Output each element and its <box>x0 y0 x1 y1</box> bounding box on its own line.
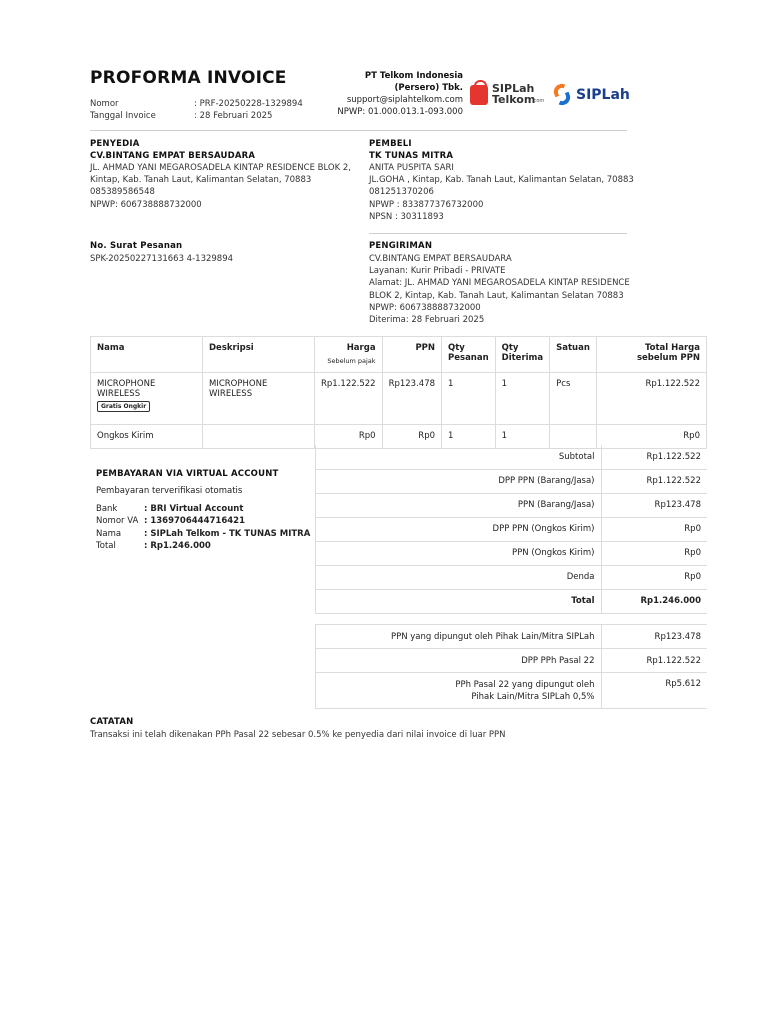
tax-label: PPN yang dipungut oleh Pihak Lain/Mitra SIPLah <box>316 625 602 649</box>
col-harga-label: Harga <box>346 343 376 353</box>
issuer-email: support@siplahtelkom.com <box>346 95 463 105</box>
siplah-logo <box>551 83 631 107</box>
penyedia-heading: PENYEDIA <box>90 139 140 149</box>
va-label: Nomor VA <box>96 516 139 527</box>
payment-block <box>96 469 311 552</box>
pengiriman-heading: PENGIRIMAN <box>369 241 433 251</box>
tax-label: PPh Pasal 22 yang dipungut oleh Pihak Lain/Mitra SIPLah 0,5% <box>316 673 602 709</box>
row2-qty-diterima: 1 <box>495 425 550 449</box>
payment-note: Pembayaran terverifikasi otomatis <box>96 486 243 496</box>
summary-value: Rp1.122.522 <box>601 445 707 469</box>
payment-bank-row <box>96 503 311 515</box>
va-number: : 1369706444716421 <box>144 516 245 527</box>
tanggal-label: Tanggal Invoice <box>90 111 156 121</box>
row1-total: Rp1.122.522 <box>596 373 706 425</box>
pembeli-heading: PEMBELI <box>369 139 412 149</box>
tanggal-value: : 28 Februari 2025 <box>194 111 273 121</box>
summary-label: Denda <box>316 565 602 589</box>
col-harga-sub: Sebelum pajak <box>327 357 376 365</box>
divider-mid <box>369 233 627 234</box>
va-total-value: : Rp1.246.000 <box>144 540 211 551</box>
penyedia-address1: JL. AHMAD YANI MEGAROSADELA KINTAP RESIDENCE BLOK 2, <box>90 163 352 173</box>
row1-nama-cell <box>91 373 203 425</box>
summary-value: Rp0 <box>601 565 707 589</box>
tax-row <box>316 649 708 673</box>
summary-row <box>316 445 708 469</box>
row2-total: Rp0 <box>596 425 706 449</box>
items-header-row <box>91 337 707 373</box>
col-ppn: PPN <box>382 337 441 373</box>
penyedia-address2: Kintap, Kab. Tanah Laut, Kalimantan Selatan, 70883 <box>90 175 312 186</box>
penyedia-phone: 085389586548 <box>90 187 155 198</box>
summary-label: DPP PPN (Barang/Jasa) <box>316 469 602 493</box>
logo2-text: SIPLah <box>576 87 630 103</box>
row1-ppn: Rp123.478 <box>382 373 441 425</box>
summary-row <box>316 565 708 589</box>
penyedia-block <box>90 139 360 211</box>
siplah-telkom-logo <box>470 83 548 109</box>
penyedia-name: CV.BINTANG EMPAT BERSAUDARA <box>90 151 256 161</box>
row1-qty-pesanan: 1 <box>442 373 496 425</box>
bank-value: : BRI Virtual Account <box>144 504 244 515</box>
summary-row <box>316 517 708 541</box>
va-nama-value: : SIPLah Telkom - TK TUNAS MITRA <box>144 528 311 539</box>
row1-qty-diterima: 1 <box>495 373 550 425</box>
pembeli-address: JL.GOHA , Kintap, Kab. Tanah Laut, Kalimantan Selatan, 70883 <box>369 175 634 186</box>
summary-value: Rp0 <box>601 517 707 541</box>
row1-harga: Rp1.122.522 <box>315 373 383 425</box>
pembeli-npwp: NPWP : 833877376732000 <box>369 199 484 210</box>
row2-ppn: Rp0 <box>382 425 441 449</box>
row2-nama: Ongkos Kirim <box>91 425 203 449</box>
summary-total-value: Rp1.246.000 <box>601 589 707 613</box>
tax-summary-table <box>315 624 707 709</box>
siplah-s-icon <box>551 84 573 106</box>
pengiriman-layanan: Layanan: Kurir Pribadi - PRIVATE <box>369 266 506 277</box>
tax-row <box>316 625 708 649</box>
surat-pesanan-block <box>90 241 350 265</box>
summary-total-row <box>316 589 708 613</box>
pengiriman-alamat2: BLOK 2, Kintap, Kab. Tanah Laut, Kalimantan Selatan 70883 <box>369 290 624 301</box>
payment-heading: PEMBAYARAN VIA VIRTUAL ACCOUNT <box>96 469 279 479</box>
table-row <box>91 373 707 425</box>
va-nama-label: Nama <box>96 528 122 539</box>
col-harga <box>315 337 383 373</box>
pembeli-name: TK TUNAS MITRA <box>369 151 454 161</box>
summary-label: DPP PPN (Ongkos Kirim) <box>316 517 602 541</box>
issuer-block <box>243 70 463 118</box>
divider-top <box>90 130 627 131</box>
payment-total-row <box>96 540 311 552</box>
pengiriman-diterima: Diterima: 28 Februari 2025 <box>369 315 485 326</box>
pengiriman-name: CV.BINTANG EMPAT BERSAUDARA <box>369 254 512 264</box>
col-deskripsi: Deskripsi <box>203 337 315 373</box>
row2-harga: Rp0 <box>315 425 383 449</box>
issuer-name-line2: (Persero) Tbk. <box>394 83 463 93</box>
pembeli-phone: 081251370206 <box>369 187 434 198</box>
pengiriman-npwp: NPWP: 606738888732000 <box>369 302 481 313</box>
summary-table <box>315 445 707 614</box>
items-table <box>90 336 707 449</box>
summary-label: PPN (Barang/Jasa) <box>316 493 602 517</box>
row1-deskripsi: MICROPHONE WIRELESS <box>203 373 315 425</box>
surat-pesanan-heading: No. Surat Pesanan <box>90 241 183 251</box>
logo1-line2: Telkom <box>492 93 536 106</box>
pengiriman-block <box>369 241 639 326</box>
pengiriman-alamat1: Alamat: JL. AHMAD YANI MEGAROSADELA KINTAP RESIDENCE <box>369 278 630 289</box>
summary-value: Rp0 <box>601 541 707 565</box>
summary-label: PPN (Ongkos Kirim) <box>316 541 602 565</box>
catatan-text: Transaksi ini telah dikenakan PPh Pasal 22 sebesar 0.5% ke penyedia dari nilai invoice di luar PPN <box>90 730 506 740</box>
gratis-ongkir-badge: Gratis Ongkir <box>97 401 150 412</box>
summary-row <box>316 493 708 517</box>
catatan-heading: CATATAN <box>90 717 134 727</box>
summary-total-label: Total <box>316 589 602 613</box>
payment-va-row <box>96 515 311 527</box>
col-qty-pesanan: Qty Pesanan <box>442 337 496 373</box>
tax-row <box>316 673 708 709</box>
invoice-title: PROFORMA INVOICE <box>90 68 287 88</box>
pembeli-contact: ANITA PUSPITA SARI <box>369 163 454 173</box>
summary-row <box>316 469 708 493</box>
row2-qty-pesanan: 1 <box>442 425 496 449</box>
col-nama: Nama <box>91 337 203 373</box>
col-total: Total Harga sebelum PPN <box>596 337 706 373</box>
tax-value: Rp5.612 <box>601 673 707 709</box>
bank-label: Bank <box>96 504 118 515</box>
summary-value: Rp123.478 <box>601 493 707 517</box>
logo1-suffix: .com <box>532 98 545 104</box>
nomor-label: Nomor <box>90 99 119 109</box>
tax-value: Rp123.478 <box>601 625 707 649</box>
payment-nama-row <box>96 528 311 540</box>
catatan-block <box>90 717 650 741</box>
summary-label: Subtotal <box>316 445 602 469</box>
pembeli-block <box>369 139 639 223</box>
row2-deskripsi <box>203 425 315 449</box>
issuer-npwp: NPWP: 01.000.013.1-093.000 <box>337 107 463 117</box>
summary-value: Rp1.122.522 <box>601 469 707 493</box>
issuer-name-line1: PT Telkom Indonesia <box>364 71 463 81</box>
penyedia-npwp: NPWP: 606738888732000 <box>90 199 202 210</box>
nomor-value: : PRF-20250228-1329894 <box>194 99 303 109</box>
pembeli-npsn: NPSN : 30311893 <box>369 211 444 222</box>
surat-pesanan-value: SPK-20250227131663 4-1329894 <box>90 254 234 264</box>
va-total-label: Total <box>96 540 116 551</box>
tax-label: DPP PPh Pasal 22 <box>316 649 602 673</box>
tax-value: Rp1.122.522 <box>601 649 707 673</box>
col-qty-diterima: Qty Diterima <box>495 337 550 373</box>
logo1-line1: SIPLah <box>492 82 535 95</box>
row1-nama: MICROPHONE WIRELESS <box>97 379 156 399</box>
shopping-bag-icon <box>470 85 488 105</box>
row1-satuan: Pcs <box>550 373 597 425</box>
summary-row <box>316 541 708 565</box>
col-satuan: Satuan <box>550 337 597 373</box>
